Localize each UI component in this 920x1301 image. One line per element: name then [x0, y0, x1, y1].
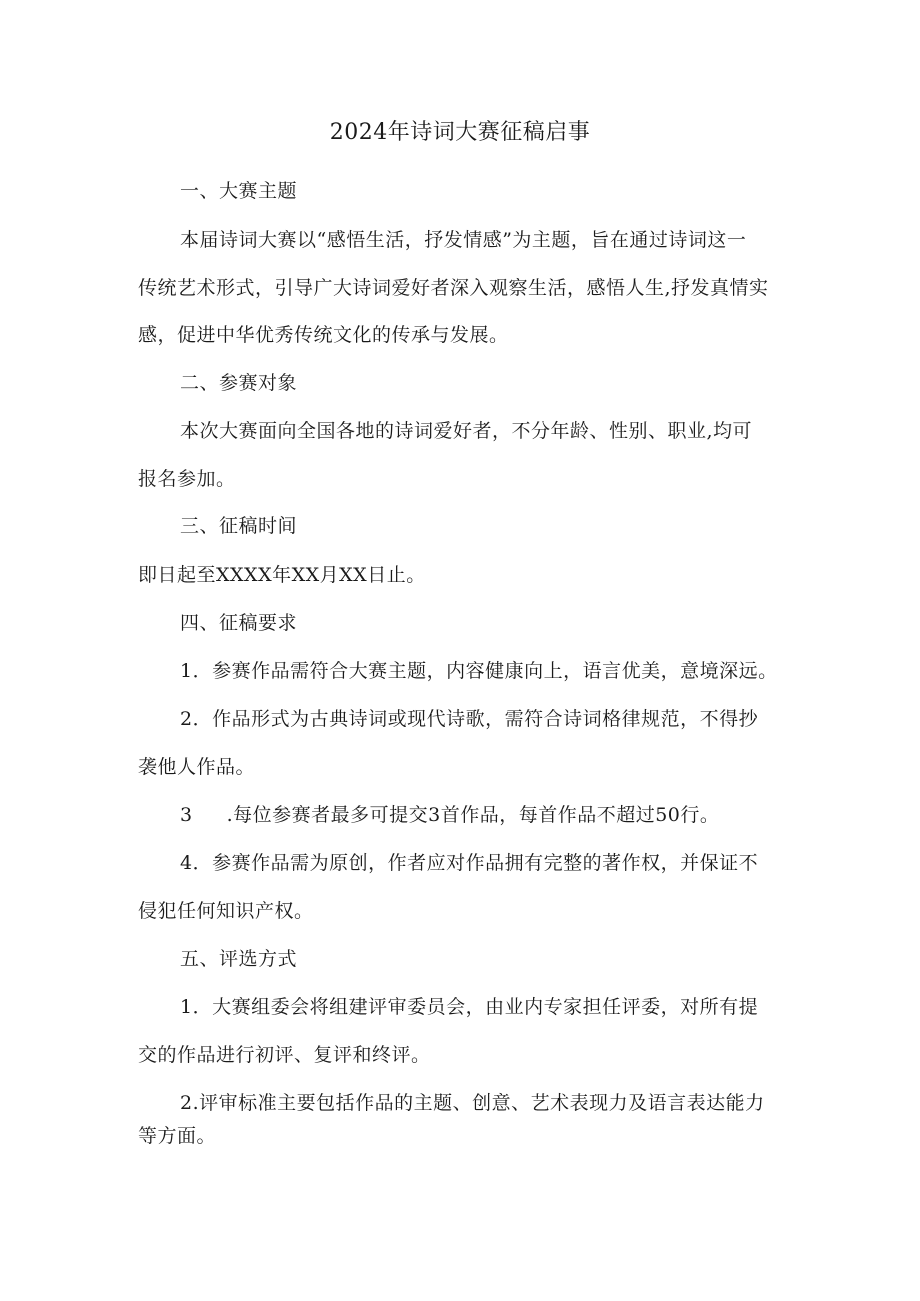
- paragraph-line: 传统艺术形式，引导广大诗词爱好者深入观察生活，感悟人生,抒发真情实: [138, 277, 769, 299]
- list-number: 3: [180, 804, 193, 826]
- list-item: 1．大赛组委会将组建评审委员会，由业内专家担任评委，对所有提: [180, 996, 759, 1018]
- list-text: .每位参赛者最多可提交3首作品，每首作品不超过50行。: [226, 804, 720, 826]
- list-item: [180, 802, 800, 828]
- paragraph-line: 报名参加。: [138, 468, 236, 490]
- paragraph-line: 即日起至XXXX年XX月XX日止。: [138, 564, 426, 586]
- section-heading-deadline: 三、征稿时间: [180, 515, 298, 537]
- list-item: 1．参赛作品需符合大赛主题，内容健康向上，语言优美，意境深远。: [180, 660, 778, 682]
- section-heading-theme: 一、大赛主题: [180, 180, 298, 202]
- paragraph-line: 侵犯任何知识产权。: [138, 900, 314, 922]
- document-title: 2024年诗词大赛征稿启事: [329, 120, 591, 145]
- paragraph-line: 袭他人作品。: [138, 756, 256, 778]
- list-item: 2．作品形式为古典诗词或现代诗歌，需符合诗词格律规范，不得抄: [180, 708, 759, 730]
- paragraph-line: 等方面。: [138, 1125, 217, 1147]
- section-heading-participants: 二、参赛对象: [180, 372, 298, 394]
- paragraph-line: 感，促进中华优秀传统文化的传承与发展。: [138, 324, 509, 346]
- paragraph-line: 交的作品进行初评、复评和终评。: [138, 1044, 431, 1066]
- section-heading-requirements: 四、征稿要求: [180, 612, 298, 634]
- section-heading-evaluation: 五、评选方式: [180, 948, 298, 970]
- paragraph-line: 本届诗词大赛以“感悟生活，抒发情感”为主题，旨在通过诗词这一: [180, 229, 747, 251]
- paragraph-line: 本次大赛面向全国各地的诗词爱好者，不分年龄、性别、职业,均可: [180, 420, 753, 442]
- list-item: 2.评审标准主要包括作品的主题、创意、艺术表现力及语言表达能力: [180, 1092, 765, 1114]
- list-item: 4．参赛作品需为原创，作者应对作品拥有完整的著作权，并保证不: [180, 852, 759, 874]
